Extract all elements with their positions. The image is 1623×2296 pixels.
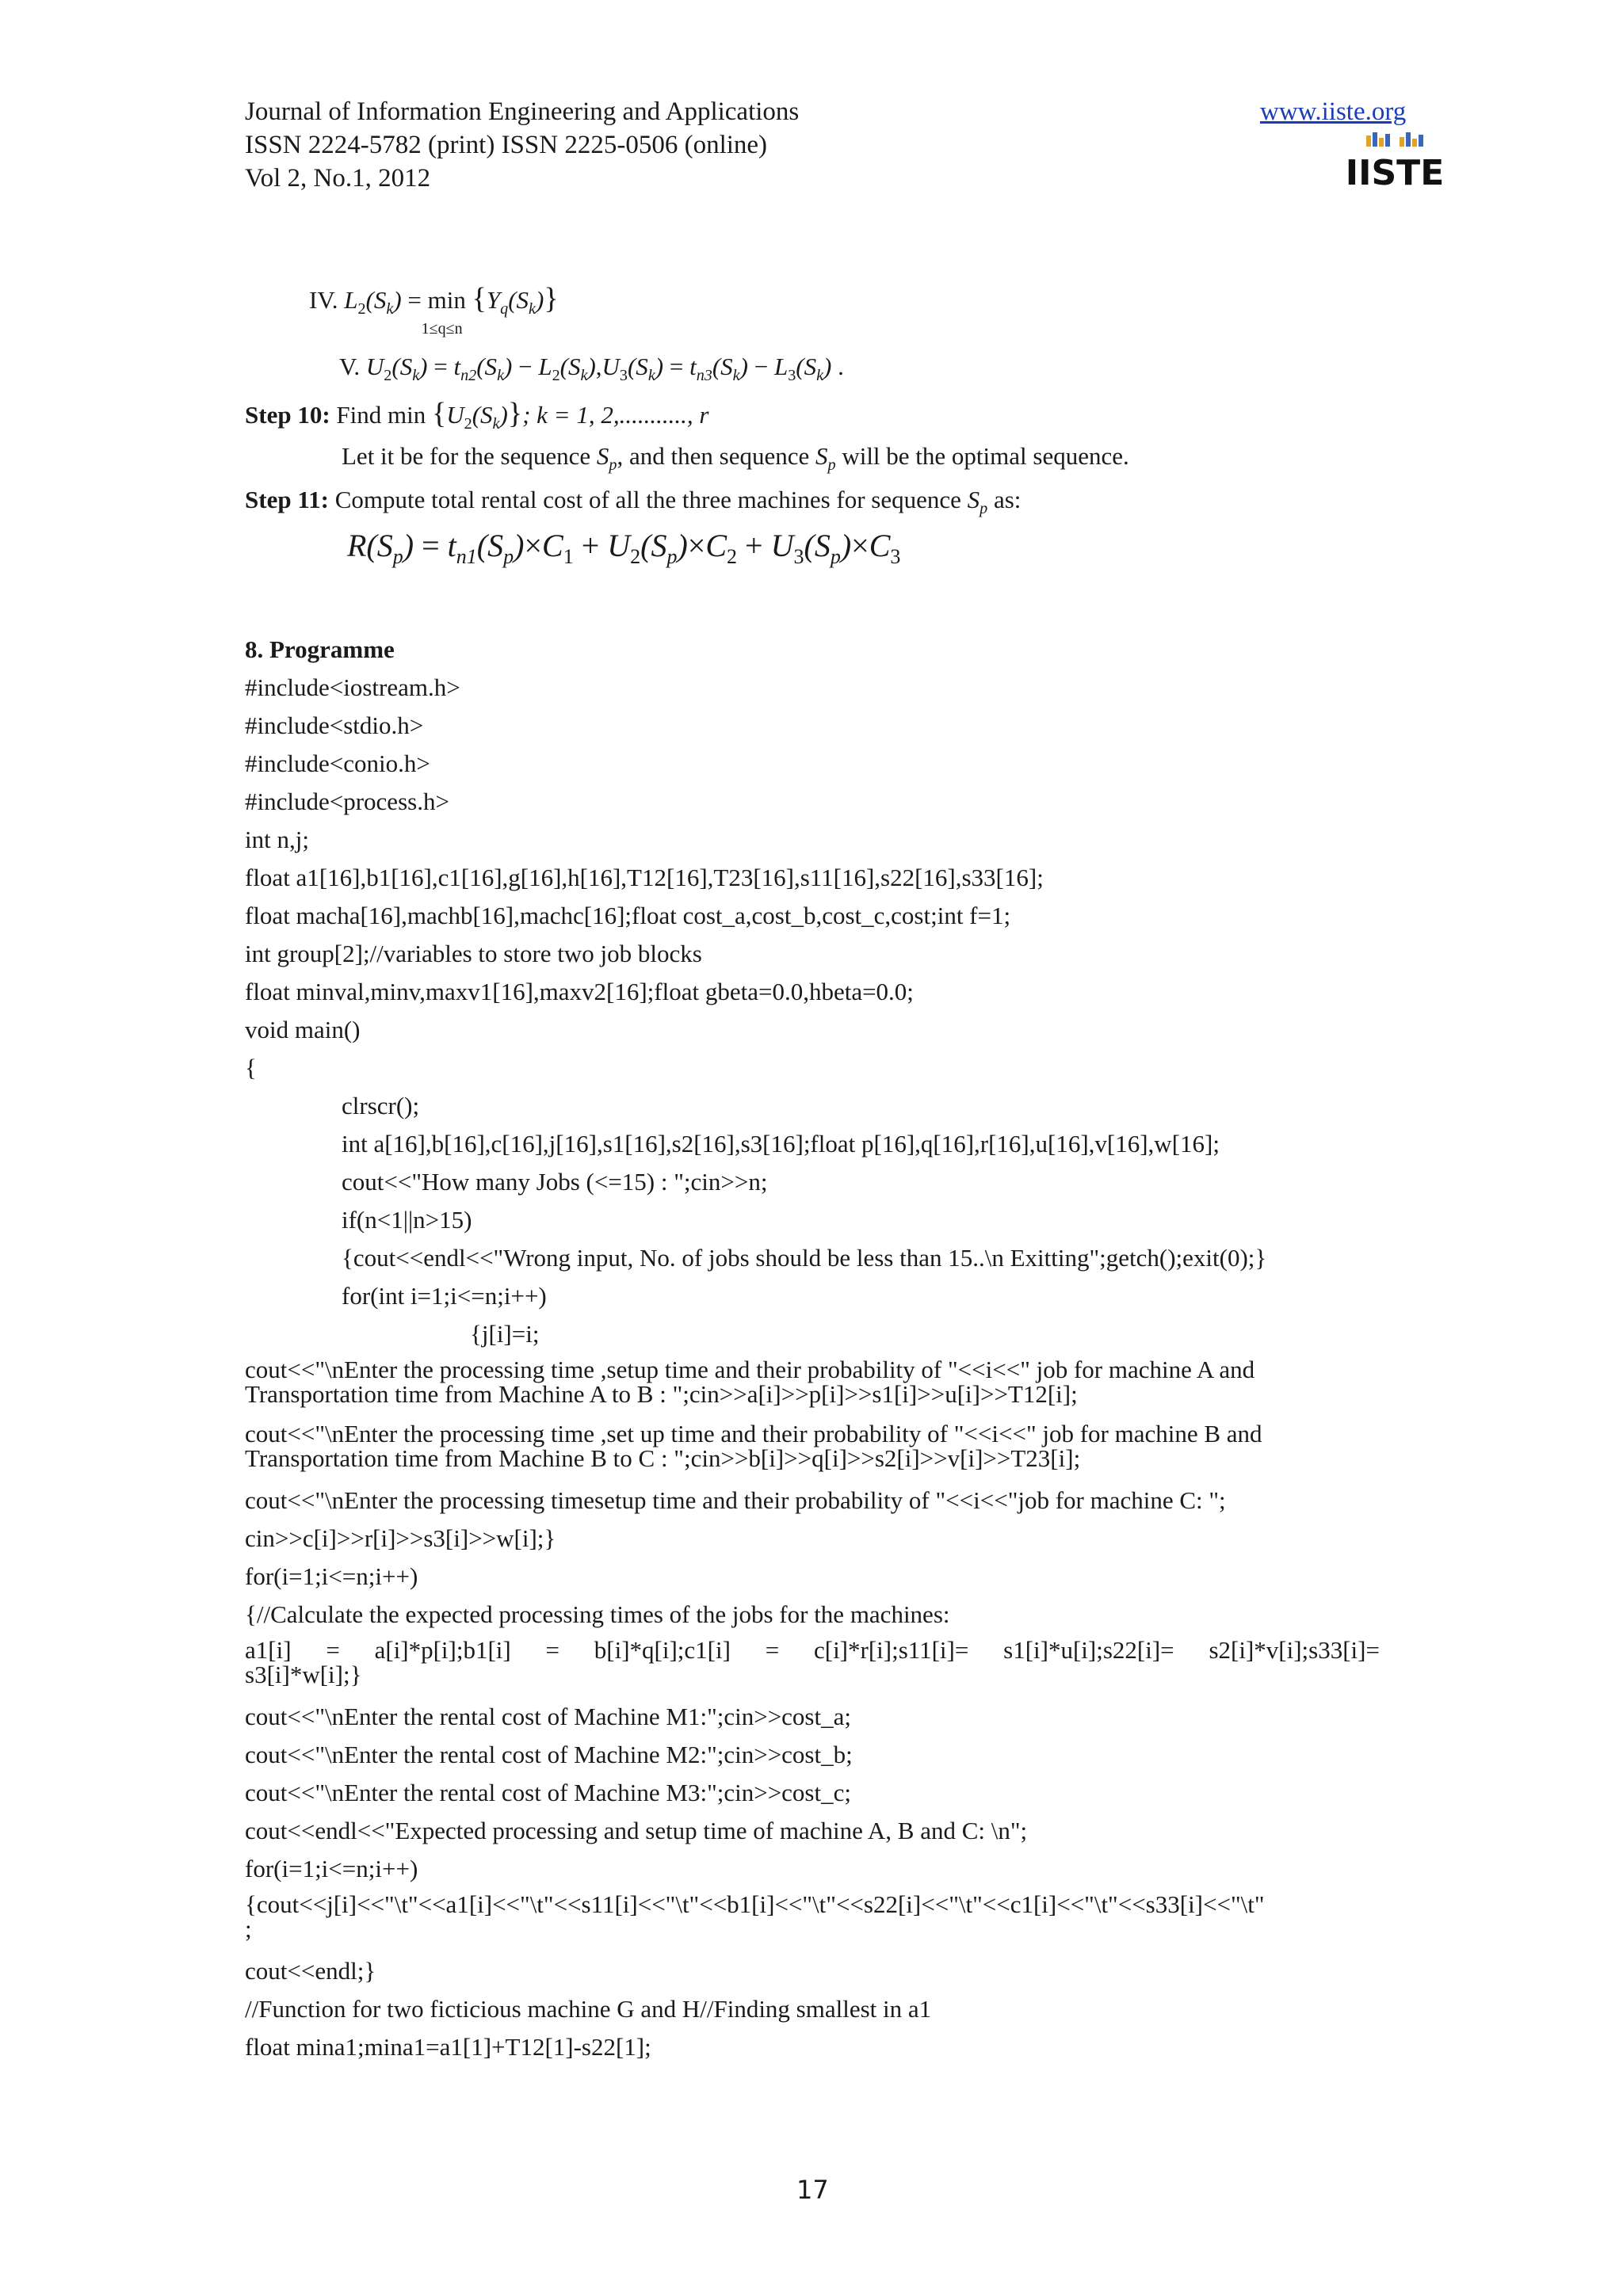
code-line: float a1[16],b1[16],c1[16],g[16],h[16],T12[16],T23[16],s11[16],s22[16],s33[16]; <box>245 864 1044 891</box>
step-iv-label: IV. <box>309 286 338 314</box>
code-line: cin>>c[i]>>r[i]>>s3[i]>>w[i];} <box>245 1524 556 1552</box>
code-line: for(i=1;i<=n;i++) <box>245 1855 418 1882</box>
code-line: cout<<"\nEnter the rental cost of Machine M1:";cin>>cost_a; <box>245 1703 851 1730</box>
section-heading: 8. Programme <box>245 635 395 663</box>
step-iv-line: IV. $L_2(S_k) = \min$ 1≤q≤n $\{Y_q(S_k)\}$ <box>309 282 559 338</box>
code-line: { <box>245 1054 257 1081</box>
code-line: cout<<endl<<"Expected processing and setup time of machine A, B and C: \n"; <box>245 1817 1028 1844</box>
code-line: int a[16],b[16],c[16],j[16],s1[16],s2[16],s3[16];float p[16],q[16],r[16],u[16],v[16],w[16]; <box>342 1130 1220 1158</box>
code-line: cout<<"\nEnter the processing time ,setup time and their probability of "<<i<<" job for machine A and <box>245 1356 1255 1383</box>
code-line-justified: a1[i] = a[i]*p[i];b1[i] = b[i]*q[i];c1[i] = c[i]*r[i];s11[i]= s1[i]*u[i];s22[i]= s2[i]*v[i];s33[i]= <box>245 1636 1380 1664</box>
journal-title: Journal of Information Engineering and Applications <box>245 97 800 126</box>
iiste-logo <box>1345 131 1445 194</box>
code-line: #include<process.h> <box>245 788 449 815</box>
step-10-label: Step 10: <box>245 401 330 429</box>
code-line: #include<iostream.h> <box>245 673 460 701</box>
issn-line: ISSN 2224-5782 (print) ISSN 2225-0506 (online) <box>245 131 768 159</box>
step-v-line: V. $U_2(S_k) = t_{n2}(S_k) - L_2(S_k),U_3(S_k) = t_{n3}(S_k) - L_3(S_k)$ . <box>339 353 844 385</box>
code-line: #include<stdio.h> <box>245 711 424 739</box>
svg-text:IISTE: IISTE <box>1345 153 1445 193</box>
code-line: cout<<"\nEnter the rental cost of Machine M2:";cin>>cost_b; <box>245 1741 853 1768</box>
step-11-label: Step 11: <box>245 486 329 513</box>
code-line: float mina1;mina1=a1[1]+T12[1]-s22[1]; <box>245 2033 651 2061</box>
code-line: clrscr(); <box>342 1092 420 1119</box>
code-line: for(i=1;i<=n;i++) <box>245 1562 418 1590</box>
step-10-note: Let it be for the sequence $S_p$, and then sequence $S_p$ will be the optimal sequence. <box>342 442 1129 475</box>
journal-url-link[interactable]: www.iiste.org <box>1260 97 1407 126</box>
page-number: 17 <box>796 2175 829 2205</box>
code-line: Transportation time from Machine A to B : ";cin>>a[i]>>p[i]>>s1[i]>>u[i]>>T12[i]; <box>245 1380 1078 1408</box>
step-v-label: V. <box>339 353 361 380</box>
step-11-line: Step 11: Compute total rental cost of all the three machines for sequence $S_p$ as: <box>245 486 1022 518</box>
code-line: void main() <box>245 1016 361 1043</box>
code-line: cout<<endl;} <box>245 1957 376 1985</box>
code-line: s3[i]*w[i];} <box>245 1661 362 1688</box>
code-line: Transportation time from Machine B to C : ";cin>>b[i]>>q[i]>>s2[i]>>v[i]>>T23[i]; <box>245 1444 1081 1472</box>
code-line: float macha[16],machb[16],machc[16];float cost_a,cost_b,cost_c,cost;int f=1; <box>245 902 1011 929</box>
code-line: int n,j; <box>245 826 309 853</box>
volume-line: Vol 2, No.1, 2012 <box>245 164 431 193</box>
code-line: {cout<<endl<<"Wrong input, No. of jobs should be less than 15..\n Exitting";getch();exit(0);} <box>342 1244 1267 1272</box>
code-line: cout<<"\nEnter the processing timesetup time and their probability of "<<i<<"job for machine C: "; <box>245 1486 1226 1514</box>
step-10-line: Step 10: Find $\min \{U_2(S_k)\}$; k = 1, 2,..........., r <box>245 397 709 433</box>
code-line: for(int i=1;i<=n;i++) <box>342 1282 547 1310</box>
code-line: #include<conio.h> <box>245 749 430 777</box>
code-line: cout<<"How many Jobs (<=15) : ";cin>>n; <box>342 1168 768 1196</box>
code-line: cout<<"\nEnter the rental cost of Machine M3:";cin>>cost_c; <box>245 1779 851 1806</box>
code-line: //Function for two ficticious machine G and H//Finding smallest in a1 <box>245 1995 932 2023</box>
code-line: int group[2];//variables to store two job blocks <box>245 940 702 967</box>
rental-cost-formula: $R(S_p) = t_{n1}(S_p)\times C_1 + U_2(S_p)\times C_2 + U_3(S_p)\times C_3$ <box>347 528 901 568</box>
code-line: float minval,minv,maxv1[16],maxv2[16];float gbeta=0.0,hbeta=0.0; <box>245 978 914 1005</box>
code-line: ; <box>245 1915 252 1943</box>
code-line: if(n<1||n>15) <box>342 1206 472 1234</box>
code-line: {cout<<j[i]<<"\t"<<a1[i]<<"\t"<<s11[i]<<"\t"<<b1[i]<<"\t"<<s22[i]<<"\t"<<c1[i]<<"\t"<<s33[i]<<"\t" <box>245 1890 1265 1918</box>
code-line: cout<<"\nEnter the processing time ,set up time and their probability of "<<i<<" job for machine B and <box>245 1420 1262 1447</box>
code-line: {//Calculate the expected processing times of the jobs for the machines: <box>245 1600 950 1628</box>
code-line: {j[i]=i; <box>470 1320 540 1348</box>
